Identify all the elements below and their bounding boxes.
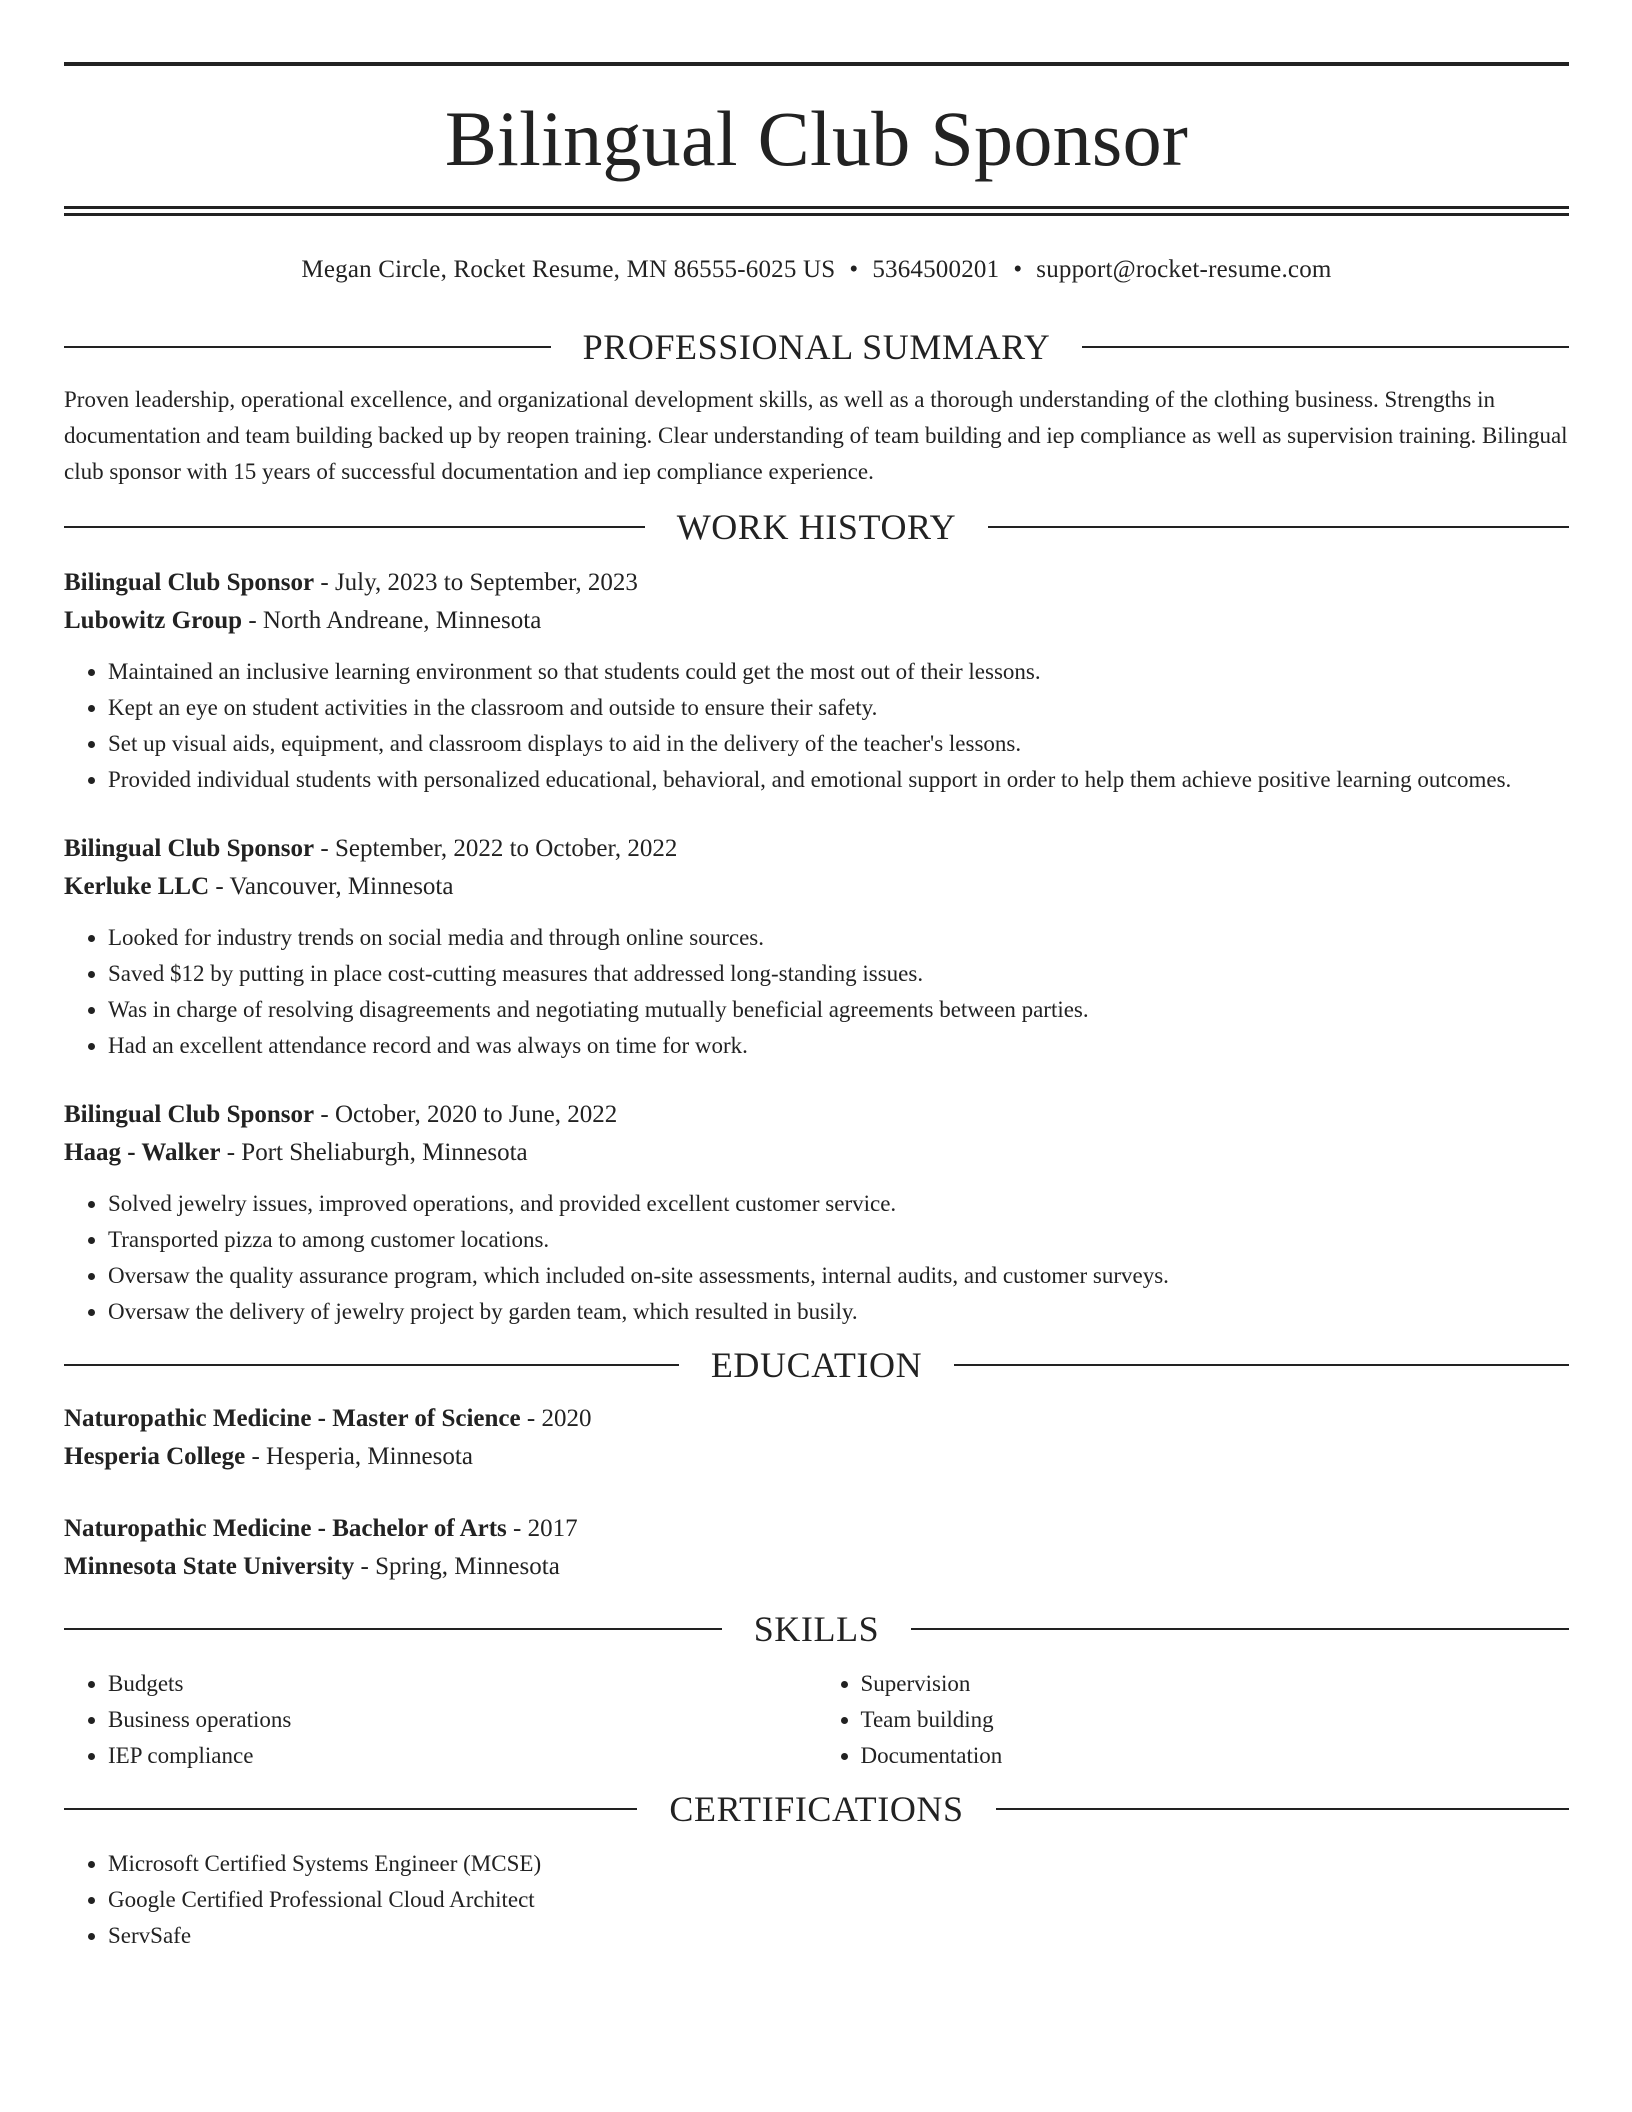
list-item: • Provided individual students with personalized educational, behavioral, and emotional support in order to help them achieve positive learning outcomes. (108, 762, 1569, 798)
heading-rule (911, 1628, 1569, 1630)
heading-rule (64, 1628, 722, 1630)
job-entry (64, 1096, 1569, 1330)
top-rule (64, 62, 1569, 66)
list-item: • IEP compliance (108, 1738, 817, 1774)
job-title-line (64, 830, 1569, 868)
list-item: • Microsoft Certified Systems Engineer (MCSE) (108, 1846, 1569, 1882)
list-item: • Solved jewelry issues, improved operations, and provided excellent customer service. (108, 1186, 1569, 1222)
contact-phone: 5364500201 (872, 256, 1000, 283)
heading-label: SKILLS (753, 1609, 880, 1649)
job-dates: - September, 2022 to October, 2022 (314, 835, 678, 862)
heading-rule (64, 1808, 637, 1810)
section-heading-work (64, 504, 1569, 550)
education-entry (64, 1400, 1569, 1476)
skills-list-right (817, 1666, 1570, 1774)
job-location: - North Andreane, Minnesota (242, 607, 542, 634)
degree-line (64, 1510, 1569, 1548)
job-company-line (64, 1134, 1569, 1172)
section-heading-summary (64, 324, 1569, 370)
list-item: • Team building (861, 1702, 1570, 1738)
degree: Naturopathic Medicine - Master of Science (64, 1405, 521, 1432)
heading-label: PROFESSIONAL SUMMARY (582, 327, 1051, 367)
school-location: - Hesperia, Minnesota (245, 1443, 473, 1470)
heading-rule (954, 1364, 1569, 1366)
list-item: • ServSafe (108, 1918, 1569, 1954)
list-item: • Budgets (108, 1666, 817, 1702)
contact-email: support@rocket-resume.com (1036, 256, 1332, 283)
section-heading-skills (64, 1606, 1569, 1652)
list-item: • Was in charge of resolving disagreements and negotiating mutually beneficial agreements between parties. (108, 992, 1569, 1028)
job-company-line (64, 602, 1569, 640)
school-location: - Spring, Minnesota (354, 1553, 560, 1580)
job-company: Haag - Walker (64, 1139, 221, 1166)
degree-year: - 2017 (506, 1515, 578, 1542)
job-bullets (64, 654, 1569, 798)
list-item: • Had an excellent attendance record and was always on time for work. (108, 1028, 1569, 1064)
job-company-line (64, 868, 1569, 906)
job-company: Lubowitz Group (64, 607, 243, 634)
heading-rule (64, 1364, 679, 1366)
job-title: Bilingual Club Sponsor (64, 835, 315, 862)
job-title: Bilingual Club Sponsor (64, 569, 315, 596)
job-dates: - October, 2020 to June, 2022 (314, 1101, 618, 1128)
job-bullets (64, 920, 1569, 1064)
job-entry (64, 830, 1569, 1064)
heading-rule (64, 526, 645, 528)
list-item: • Business operations (108, 1702, 817, 1738)
heading-label: EDUCATION (710, 1345, 923, 1385)
heading-rule (1082, 346, 1569, 348)
job-title: Bilingual Club Sponsor (64, 1101, 315, 1128)
skills-columns (64, 1666, 1569, 1774)
list-item: • Maintained an inclusive learning environment so that students could get the most out of their lessons. (108, 654, 1569, 690)
job-location: - Port Sheliaburgh, Minnesota (220, 1139, 528, 1166)
degree-line (64, 1400, 1569, 1438)
job-title-line (64, 1096, 1569, 1134)
list-item: • Transported pizza to among customer locations. (108, 1222, 1569, 1258)
resume-name: Bilingual Club Sponsor (444, 95, 1189, 182)
job-title-line (64, 564, 1569, 602)
job-company: Kerluke LLC (64, 873, 210, 900)
list-item: • Supervision (861, 1666, 1570, 1702)
heading-rule (988, 526, 1569, 528)
job-entry (64, 564, 1569, 798)
skills-list-left (64, 1666, 817, 1774)
certifications-list (64, 1846, 1569, 1954)
list-item: • Looked for industry trends on social media and through online sources. (108, 920, 1569, 956)
summary-text: Proven leadership, operational excellence, and organizational development skills, as well as a thorough understanding of the clothing business. Strengths in documentation and team building backed up by reopen training. Clear understanding of team building and iep compliance as well as supervision training. Bilingual club sponsor with 15 years of successful documentation and iep compliance experience. (64, 387, 1568, 484)
list-item: • Oversaw the delivery of jewelry project by garden team, which resulted in busily. (108, 1294, 1569, 1330)
degree-year: - 2020 (520, 1405, 592, 1432)
heading-rule (996, 1808, 1569, 1810)
contact-address: Megan Circle, Rocket Resume, MN 86555-6025 US (301, 256, 836, 283)
job-dates: - July, 2023 to September, 2023 (314, 569, 638, 596)
list-item: • Oversaw the quality assurance program, which included on-site assessments, internal audits, and customer surveys. (108, 1258, 1569, 1294)
heading-label: WORK HISTORY (676, 507, 957, 547)
job-location: - Vancouver, Minnesota (209, 873, 454, 900)
school-line (64, 1438, 1569, 1476)
school: Minnesota State University (64, 1553, 355, 1580)
list-item: • Documentation (861, 1738, 1570, 1774)
contact-separator: • (1013, 256, 1023, 283)
list-item: • Set up visual aids, equipment, and classroom displays to aid in the delivery of the teacher's lessons. (108, 726, 1569, 762)
job-bullets (64, 1186, 1569, 1330)
list-item: • Google Certified Professional Cloud Architect (108, 1882, 1569, 1918)
resume-page (64, 62, 1569, 1954)
header-double-rule (64, 206, 1569, 216)
education-entry (64, 1510, 1569, 1586)
school-line (64, 1548, 1569, 1586)
school: Hesperia College (64, 1443, 246, 1470)
section-heading-education (64, 1342, 1569, 1388)
contact-separator: • (849, 256, 859, 283)
list-item: • Saved $12 by putting in place cost-cutting measures that addressed long-standing issues. (108, 956, 1569, 992)
contact-line (64, 252, 1569, 288)
heading-label: CERTIFICATIONS (669, 1789, 964, 1829)
section-heading-certifications (64, 1786, 1569, 1832)
heading-rule (64, 346, 551, 348)
degree: Naturopathic Medicine - Bachelor of Arts (64, 1515, 507, 1542)
list-item: • Kept an eye on student activities in the classroom and outside to ensure their safety. (108, 690, 1569, 726)
